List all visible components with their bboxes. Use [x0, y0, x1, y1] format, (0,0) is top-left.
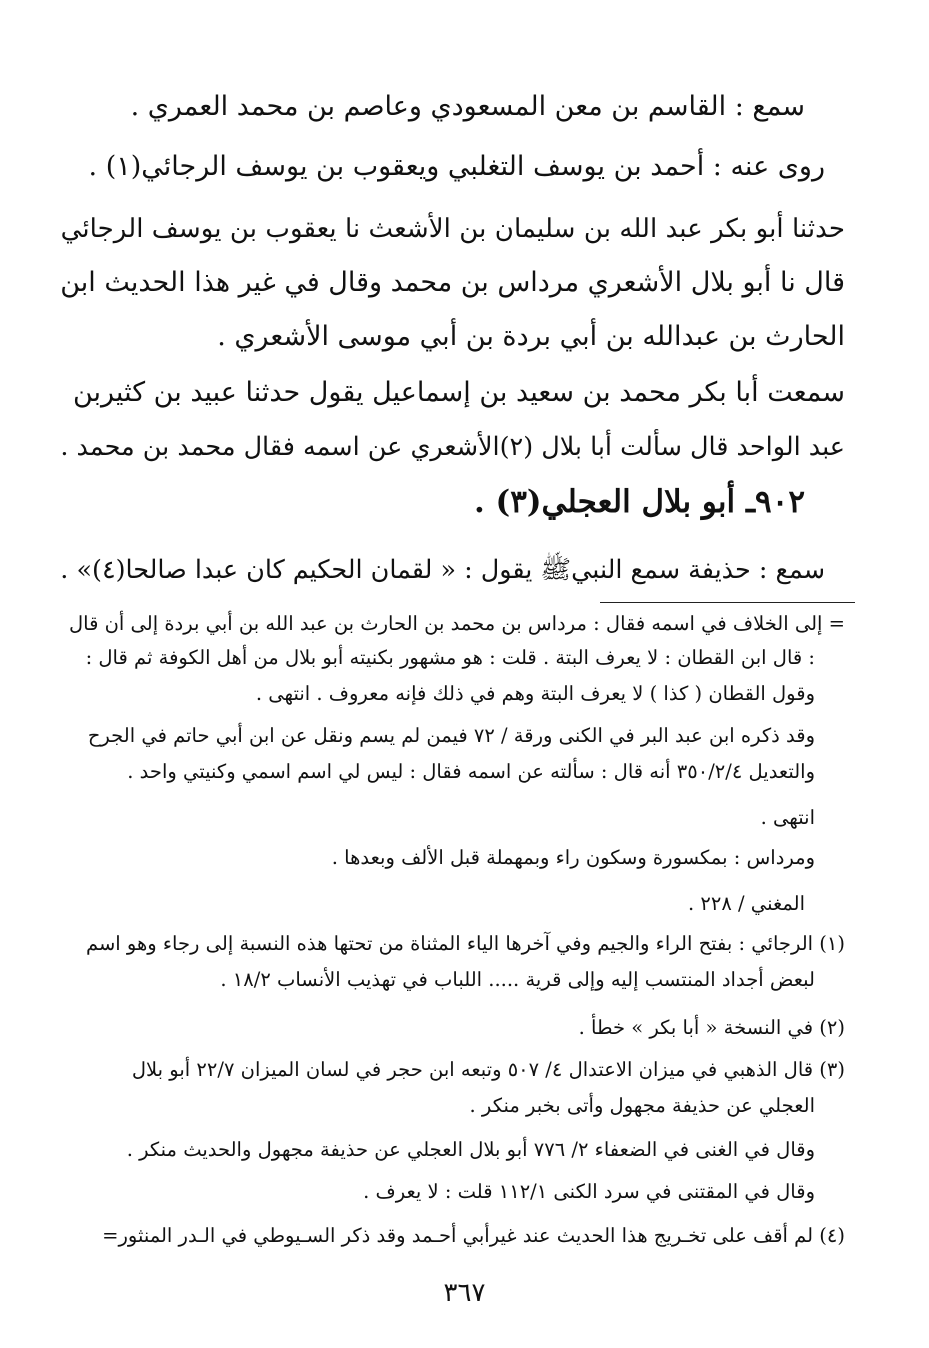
footnote-line: = إلى الخلاف في اسمه فقال : مرداس بن محمد بن الحارث بن عبد الله بن أبي بردة إلى أن قال	[68, 612, 845, 635]
footnote-line: (١) الرجائي : بفتح الراء والجيم وفي آخرها الياء المثناة من تحتها هذه النسبة إلى رجاء وهو اسم	[85, 932, 845, 955]
main-text-line: سمع : حذيفة سمع النبيﷺ يقول : « لقمان الحكيم كان عبدا صالحا(٤)» .	[60, 554, 825, 584]
footnote-line: وقال في الغنى في الضعفاء ٢/ ٧٧٦ أبو بلال العجلي عن حذيفة مجهول والحديث منكر .	[126, 1138, 815, 1161]
page-number: ٣٦٧	[443, 1278, 486, 1308]
main-text-line: سمع : القاسم بن معن المسعودي وعاصم بن محمد العمري .	[130, 91, 805, 122]
main-text-line: روى عنه : أحمد بن يوسف التغلبي ويعقوب بن يوسف الرجائي(١) .	[88, 151, 825, 182]
footnote-line: (٢) في النسخة « أبا بكر » خطأ .	[578, 1016, 845, 1039]
footnote-line: انتهى .	[760, 806, 815, 829]
footnote-line: : قال ابن القطان : لا يعرف البتة . قلت : هو مشهور بكنيته أبو بلال من أهل الكوفة ثم قال :	[85, 646, 815, 669]
footnote-line: (٣) قال الذهبي في ميزان الاعتدال ٤/ ٥٠٧ وتبعه ابن حجر في لسان الميزان ٢٢/٧ أبو بلال	[131, 1058, 845, 1081]
footnote-line: لبعض أجداد المنتسب إليه وإلى قرية ..... اللباب في تهذيب الأنساب ١٨/٢ .	[220, 968, 815, 991]
footnote-line: وقال في المقتنى في سرد الكنى ١١٢/١ قلت : لا يعرف .	[363, 1180, 815, 1203]
footnote-line: ومرداس : بمكسورة وسكون راء وبمهملة قبل الألف وبعدها .	[331, 846, 815, 869]
entry-heading: ٩٠٢ـ أبو بلال العجلي(٣) .	[473, 484, 805, 520]
footnote-line: العجلي عن حذيفة مجهول وأتى بخبر منكر .	[469, 1094, 815, 1117]
footnote-line: المغني / ٢٢٨ .	[688, 892, 805, 915]
main-text-line: عبد الواحد قال سألت أبا بلال (٢)الأشعري عن اسمه فقال محمد بن محمد .	[60, 432, 845, 462]
main-text-line: الحارث بن عبدالله بن أبي بردة بن أبي موسى الأشعري .	[217, 321, 845, 352]
footnote-line: والتعديل ٣٥٠/٢/٤ أنه قال : سألته عن اسمه فقال : ليس لي اسم اسمي وكنيتي واحد .	[127, 760, 815, 783]
footnote-line: وقول القطان ( كذا ) لا يعرف البتة وهم في ذلك فإنه معروف . انتهى .	[255, 682, 815, 705]
main-text-line: حدثنا أبو بكر عبد الله بن سليمان بن الأشعث نا يعقوب بن يوسف الرجائي	[60, 214, 845, 244]
footnote-line: (٤) لم أقف على تخـريج هذا الحديث عند غيرأبي أحـمد وقد ذكر السـيوطي في الـدر المنثور=	[102, 1224, 845, 1247]
footnote-separator	[600, 602, 855, 603]
main-text-line: قال نا أبو بلال الأشعري مرداس بن محمد وقال في غير هذا الحديث ابن	[60, 267, 845, 298]
main-text-line: سمعت أبا بكر محمد بن سعيد بن إسماعيل يقول حدثنا عبيد بن كثيربن	[72, 377, 845, 408]
footnote-line: وقد ذكره ابن عبد البر في الكنى ورقة / ٧٢ فيمن لم يسم ونقل عن ابن أبي حاتم في الجرح	[87, 724, 815, 747]
